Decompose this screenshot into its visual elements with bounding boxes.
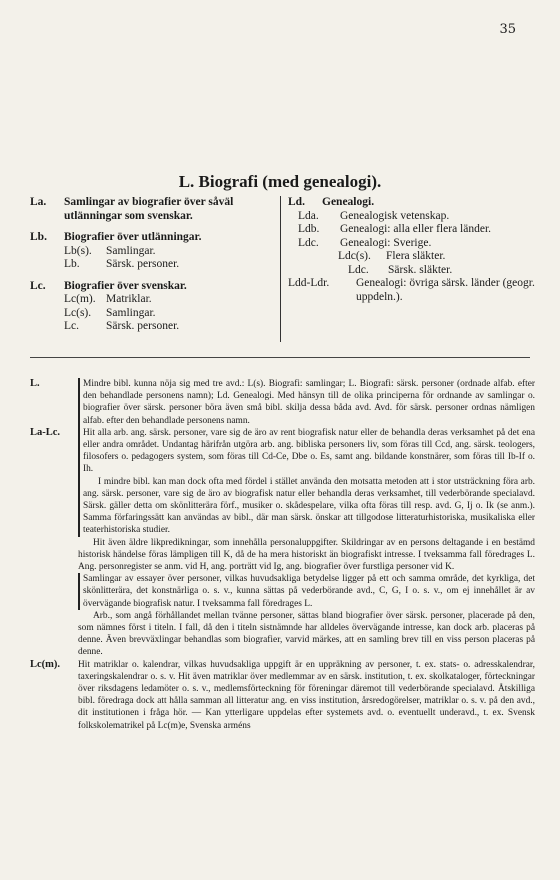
outline-sublabel: Särsk. släkter. — [388, 263, 453, 276]
outline-title: Biografier över utlänningar. — [64, 231, 202, 243]
outline-subentry — [288, 277, 535, 304]
outline-subcode: Lc(m). — [64, 293, 96, 305]
outline-title: Samlingar av biografier över såväl utlänningar som svenskar. — [64, 196, 234, 222]
outline-biography — [30, 196, 275, 334]
outline-subentry — [30, 293, 275, 307]
outline-subcode: Ldb. — [298, 223, 320, 235]
outline-entry-ld — [288, 196, 535, 210]
outline-sublabel: Genealogisk vetenskap. — [340, 209, 450, 222]
outline-subentry — [30, 245, 275, 259]
outline-subentry — [288, 250, 535, 264]
outline-subentry — [30, 258, 275, 272]
entry-paragraph: Hit matriklar o. kalendrar, vilkas huvudsakliga uppgift är en uppräkning av personer, t. ex. stats- o. adresskalendrar, taxeringskalendrar o. s. v. Hit även matriklar över medlemmar av en särsk. institution, t. ex. skolkataloger, förteckningar över riksdagens ledamöter o. s. v., medlemsförteckning för föreningar däremot till vederbörande specialavd. Åtskilliga bibl. föredraga dock att hålla samman all litteratur ang. en viss institution, årsredogörelser, matriklar o. s. v. på den avd., dit institutionen i fråga hör. — Kan ytterligare uppdelas efter systemets avd. o. eventuellt underavd., t. ex. Svensk folkskolematrikel på Lc(m)e, Svenska arméns — [78, 659, 535, 731]
outline-subcode: Lc. — [64, 320, 80, 332]
outline-code: Lb. — [30, 231, 47, 243]
outline-subentry — [288, 237, 535, 251]
outline-sublabel: Genealogi: Sverige. — [340, 236, 432, 249]
outline-subcode: Ldc. — [348, 263, 369, 276]
outline-subentry — [30, 307, 275, 321]
body-entry-la-lc — [30, 427, 535, 659]
outline-subcode: Lda. — [298, 209, 319, 222]
outline-subcode: Ldc. — [298, 236, 319, 249]
outline-code: Ld. — [288, 196, 305, 208]
outline-sublabel: Genealogi: alla eller flera länder. — [340, 223, 492, 235]
outline-sublabel: Samlingar. — [106, 306, 156, 319]
outline-sublabel: Särsk. personer. — [106, 320, 180, 332]
entry-code: La-Lc. — [30, 426, 61, 438]
classification-outline — [30, 196, 535, 342]
outline-code: Lc. — [30, 279, 46, 292]
entry-code: L. — [30, 378, 40, 389]
entry-code: Lc(m). — [30, 658, 61, 670]
outline-subcode: Lc(s). — [64, 306, 92, 319]
outline-sublabel: Genealogi: övriga särsk. länder (geogr. uppdeln.). — [356, 277, 535, 303]
outline-subentry — [288, 264, 535, 278]
section-heading: L. Biografi (med genealogi). — [178, 172, 382, 191]
outline-subcode: Ldc(s). — [338, 250, 371, 262]
entry-paragraph: Hit även äldre likpredikningar, som innehålla personaluppgifter. Skildringar av en persons deltagande i en bestämd historisk händelse föras lämpligen till K, då de ha mera historiskt än biografiskt intresse. I tveksamma fall föredrages L. Ang. personregister se anm. vid H, ang. porträtt vid Ig, ang. biografier över furstliga personer vid K. — [78, 537, 535, 573]
outline-divider — [280, 196, 281, 342]
entry-paragraph: Mindre bibl. kunna nöja sig med tre avd.: L(s). Biografi: samlingar; L. Biografi: särsk. personer (ordnade alfab. efter den behandlade personens namn); Ld. Genealogi. Med hänsyn till de olika principerna för ordnande av samlingar o. biografier över särsk. personer böra även små bibl. skilja dessa båda avd. Avd. för särsk. personer ordnas nämligen alfab. efter den behandlade personens namn. — [78, 378, 535, 427]
outline-subcode: Lb(s). — [64, 244, 92, 257]
outline-sublabel: Samlingar. — [106, 244, 156, 257]
outline-sublabel: Matriklar. — [106, 293, 152, 305]
entry-paragraph: I mindre bibl. kan man dock ofta med fördel i stället använda den motsatta metoden att i stor utsträckning föra arb. ang. särsk. personer, vare sig de äro av biografisk natur eller behandla deras verksamhet, till vederbörande specialavd. Särsk. gäller detta om skönlitterära förf., musiker o. skådespelare, vilka ofta föras till resp. avd. G, Ij o. Ik (se anm.). Samma förfaringssätt kan användas av bibl., där man särsk. önskar att tillgodose litteraturhistoriska, musikaliska eller teaterhistoriska studier. — [78, 476, 535, 537]
body-text — [30, 378, 535, 732]
entry-paragraph: Samlingar av essayer över personer, vilkas huvudsakliga betydelse ligger på ett och samma område, det kyrkliga, det skönlitterära, det konstnärliga o. s. v., kunna sättas på vederbörande avd., C, G, I o. s. v., om ej innehållet är av övervägande biografisk natur. I tveksamma fall föredrages L. — [78, 573, 535, 610]
outline-subentry — [288, 210, 535, 224]
outline-genealogy — [288, 196, 535, 304]
entry-paragraph: Arb., som angå förhållandet mellan tvänne personer, sättas bland biografier över särsk. personer, placerade på den, som nämnes först i titeln. I fall, då den i titeln sistnämnde har alldeles övervägande intresse, kan dock arb. placeras på denne. Även brevväxlingar behandlas som biografier, varvid märkes, att en samling brev till en viss person placeras på denne. — [78, 610, 535, 658]
outline-subcode: Lb. — [64, 258, 80, 270]
outline-entry-la — [30, 196, 275, 223]
outline-subentry — [288, 223, 535, 237]
outline-title: Genealogi. — [322, 196, 375, 208]
outline-entry-lc — [30, 280, 275, 294]
body-entry-l — [30, 378, 535, 427]
page-number: 35 — [499, 22, 516, 37]
body-entry-lcm — [30, 659, 535, 732]
outline-title: Biografier över svenskar. — [64, 279, 187, 292]
outline-sublabel: Särsk. personer. — [106, 258, 180, 270]
outline-entry-lb — [30, 231, 275, 245]
outline-subcode: Ldd-Ldr. — [288, 277, 330, 289]
outline-sublabel: Flera släkter. — [386, 250, 446, 262]
horizontal-rule — [30, 357, 530, 358]
outline-code: La. — [30, 196, 47, 208]
entry-paragraph: Hit alla arb. ang. särsk. personer, vare sig de äro av rent biografisk natur eller de behandla deras verksamhet på det ena eller andra området. Undantag härifrån utgöra arb. ang. bibliska personers liv, som föras till Ccd, ang. särsk. teologers, filosofers o. pedagogers system, som föras till Cd-Ce, Dbe o. Es, samt ang. bildande konstnärer, som föras till Ib-If o. Ih. — [78, 427, 535, 476]
outline-subentry — [30, 320, 275, 334]
